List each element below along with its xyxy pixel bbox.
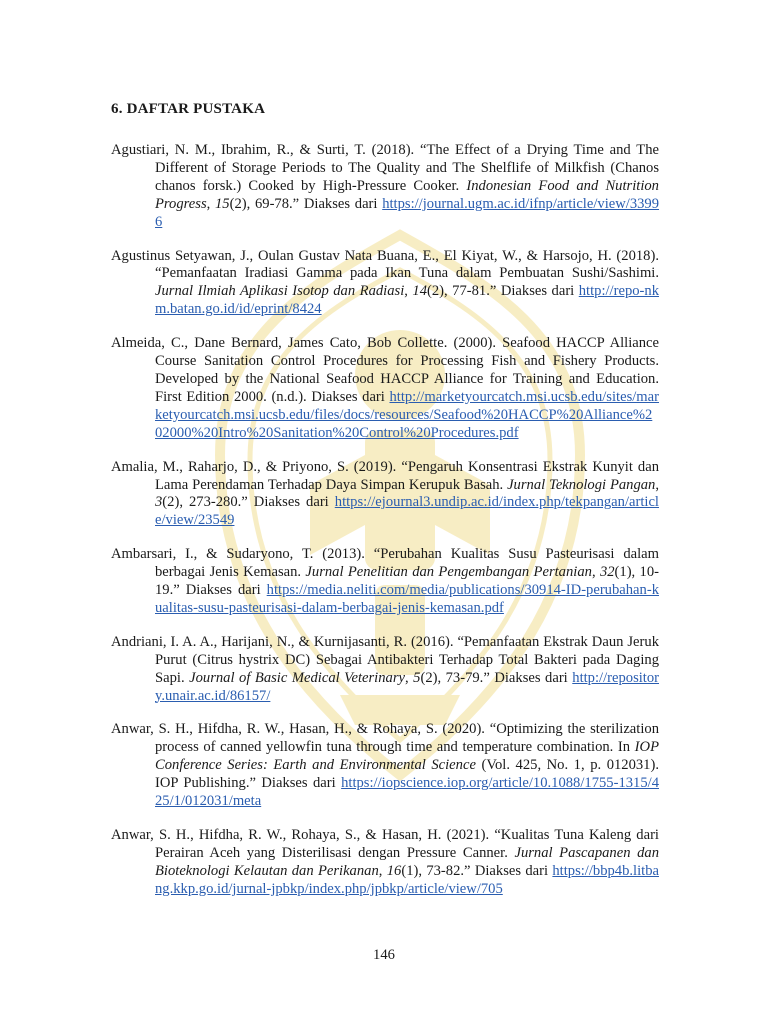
journal-title: Jurnal Pascapanen dan Bioteknologi Kelautan dan Perikanan: [155, 844, 659, 879]
reference-link[interactable]: http://repository.unair.ac.id/86157/: [155, 669, 660, 704]
reference-entry: [111, 721, 659, 811]
journal-volume: 16: [386, 862, 402, 879]
reference-text: Anwar, S. H., Hifdha, R. W., Hasan, H., & Rohaya, S. (2020). “Optimizing the sterilization process of canned yellowfin tuna through time and temperature combination. In: [111, 721, 659, 756]
reference-link[interactable]: https://bbp4b.litbang.kkp.go.id/jurnal-jpbkp/index.php/jpbkp/article/view/705: [155, 862, 659, 897]
reference-text: Agustinus Setyawan, J., Oulan Gustav Nata Buana, E., El Kiyat, W., & Harsojo, H. (2018). “Pemanfaatan Iradiasi Gamma pada Ikan Tuna dalam Pembuatan Sushi/Sashimi.: [111, 247, 659, 282]
reference-entry: [111, 634, 659, 706]
page-number: 146: [373, 947, 395, 963]
reference-separator: ,: [378, 862, 387, 879]
reference-list: [111, 142, 659, 915]
reference-details: (2), 73-79.” Diakses dari: [420, 669, 573, 686]
reference-separator: ,: [404, 283, 413, 300]
reference-details: (Vol. 425, No. 1, p. 012031). IOP Publishing.” Diakses dari: [155, 757, 659, 792]
journal-volume: 32: [599, 564, 615, 581]
journal-volume: 14: [412, 283, 427, 300]
reference-link[interactable]: https://journal.ugm.ac.id/ifnp/article/view/33996: [155, 195, 660, 230]
journal-title: Jurnal Penelitian dan Pengembangan Pertanian: [305, 564, 592, 581]
journal-title: Journal of Basic Medical Veterinary: [189, 669, 405, 686]
reference-link[interactable]: https://ejournal3.undip.ac.id/index.php/tekpangan/article/view/23549: [155, 494, 659, 529]
reference-link[interactable]: http://repo-nkm.batan.go.id/id/eprint/8424: [155, 283, 660, 318]
reference-entry: [111, 459, 659, 531]
reference-text: Agustiari, N. M., Ibrahim, R., & Surti, T. (2018). “The Effect of a Drying Time and The Different of Storage Periods to The Quality and The Shelflife of Milkfish (Chanos chanos forsk.) Cooked by High-Pressure Cooker.: [111, 142, 659, 194]
reference-entry: [111, 248, 659, 320]
reference-text: Almeida, C., Dane Bernard, James Cato, Bob Collette. (2000). Seafood HACCP Alliance Course Sanitation Control Procedures for Processing Fish and Fishery Products. Developed by the National Seafood HACCP Alliance for Training and Education. First Edition 2000. (n.d.). Diakses dari: [111, 335, 659, 405]
reference-text: Andriani, I. A. A., Harijani, N., & Kurnijasanti, R. (2016). “Pemanfaatan Ekstrak Daun Jeruk Purut (Citrus hystrix DC) Sebagai Antibakteri Terhadap Total Bakteri pada Daging Sapi.: [111, 633, 659, 686]
reference-entry: [111, 142, 659, 232]
reference-text: Amalia, M., Raharjo, D., & Priyono, S. (2019). “Pengaruh Konsentrasi Ekstrak Kunyit dan Lama Perendaman Terhadap Daya Simpan Kerupuk Basah.: [111, 458, 659, 493]
reference-entry: [111, 827, 659, 899]
reference-details: (2), 77-81.” Diakses dari: [427, 283, 579, 300]
journal-volume: 15: [215, 195, 230, 212]
reference-link[interactable]: http://marketyourcatch.msi.ucsb.edu/sites/marketyourcatch.msi.ucsb.edu/files/docs/resources/Seafood%20HACCP%20Alliance%202000%20Intro%20Sanitation%20Control%20Procedures.pdf: [155, 388, 659, 441]
journal-title: Jurnal Ilmiah Aplikasi Isotop dan Radiasi: [155, 283, 405, 300]
reference-text: Ambarsari, I., & Sudaryono, T. (2013). “Perubahan Kualitas Susu Pasteurisasi dalam berbagai Jenis Kemasan.: [111, 546, 659, 581]
reference-link[interactable]: https://media.neliti.com/media/publications/30914-ID-perubahan-kualitas-susu-pasteurisasi-dalam-berbagai-jenis-kemasan.pdf: [155, 582, 659, 616]
reference-entry: [111, 335, 659, 442]
reference-separator: ,: [591, 564, 600, 581]
reference-text: Anwar, S. H., Hifdha, R. W., Rohaya, S., & Hasan, H. (2021). “Kualitas Tuna Kaleng dari Perairan Aceh yang Disterilisasi dengan Pressure Canner.: [111, 827, 659, 861]
reference-separator: ,: [404, 669, 414, 686]
journal-title: Indonesian Food and Nutrition Progress: [155, 177, 659, 212]
reference-details: (2), 69-78.” Diakses dari: [229, 195, 383, 212]
reference-details: (1), 73-82.” Diakses dari: [401, 862, 553, 879]
reference-details: (2), 273-280.” Diakses dari: [162, 494, 335, 511]
reference-details: (1), 10-19.” Diakses dari: [155, 564, 659, 599]
reference-link[interactable]: https://iopscience.iop.org/article/10.1088/1755-1315/425/1/012031/meta: [155, 775, 659, 810]
reference-entry: [111, 546, 659, 618]
journal-volume: 5: [413, 669, 421, 686]
reference-separator: ,: [655, 476, 659, 493]
journal-title: IOP Conference Series: Earth and Environmental Science: [155, 739, 659, 774]
reference-separator: ,: [206, 195, 215, 212]
journal-title: Jurnal Teknologi Pangan: [507, 476, 656, 493]
section-heading: 6. DAFTAR PUSTAKA: [111, 101, 266, 117]
journal-volume: 3: [155, 494, 163, 511]
